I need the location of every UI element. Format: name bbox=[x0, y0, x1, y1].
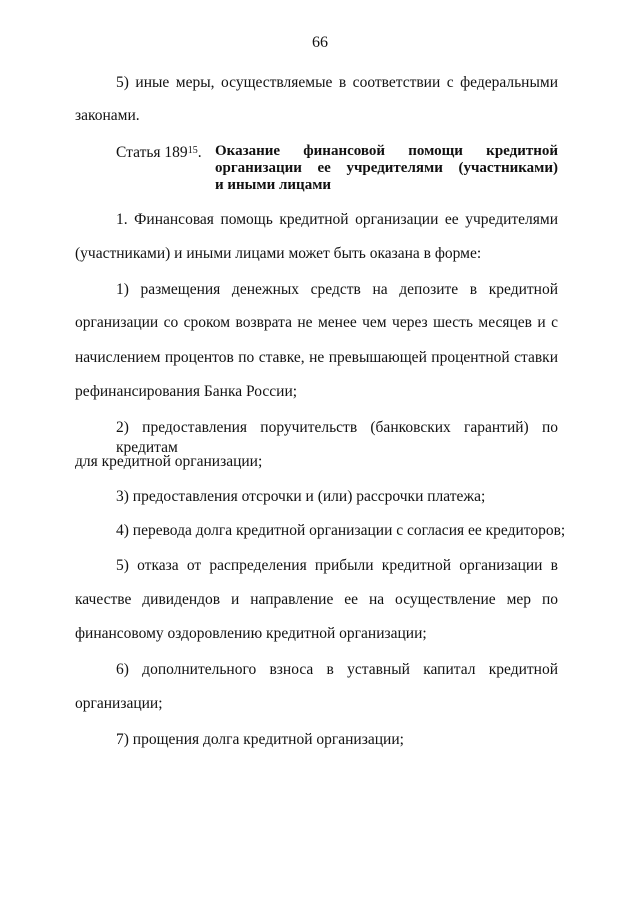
article-title bbox=[215, 143, 558, 194]
item3-line-1: 3) предоставления отсрочки и (или) рассрочки платежа; bbox=[116, 488, 486, 505]
article-label bbox=[116, 143, 202, 163]
item6-line-2: организации; bbox=[75, 695, 163, 712]
item1-line-1: 1) размещения денежных средств на депозите в кредитной bbox=[116, 281, 558, 298]
item4-line-1: 4) перевода долга кредитной организации с согласия ее кредиторов; bbox=[116, 522, 566, 539]
page-number: 66 bbox=[312, 34, 328, 51]
article-title-line-3: и иными лицами bbox=[215, 177, 332, 193]
intro-line-2: законами. bbox=[75, 107, 140, 124]
item5-line-2: качестве дивидендов и направление ее на осуществление мер по bbox=[75, 591, 558, 608]
item2-line-2: для кредитной организации; bbox=[75, 453, 263, 470]
item1-line-3: начислением процентов по ставке, не превышающей процентной ставки bbox=[75, 349, 558, 366]
clause1-line-2: (участниками) и иными лицами может быть оказана в форме: bbox=[75, 245, 482, 262]
article-title-line-2: организации ее учредителями (участниками) bbox=[215, 160, 558, 176]
item1-line-4: рефинансирования Банка России; bbox=[75, 383, 298, 400]
article-label-suffix: . bbox=[197, 144, 202, 161]
item6-line-1: 6) дополнительного взноса в уставный капитал кредитной bbox=[116, 661, 558, 678]
item5-line-1: 5) отказа от распределения прибыли кредитной организации в bbox=[116, 557, 558, 574]
article-label-text: Статья 189 bbox=[116, 144, 188, 161]
clause1-line-1: 1. Финансовая помощь кредитной организации ее учредителями bbox=[116, 211, 558, 228]
article-label-superscript: 15 bbox=[187, 145, 198, 156]
article-title-line-1: Оказание финансовой помощи кредитной bbox=[215, 143, 558, 159]
item7-line-1: 7) прощения долга кредитной организации; bbox=[116, 731, 404, 748]
item5-line-3: финансовому оздоровлению кредитной организации; bbox=[75, 625, 427, 642]
intro-line-1: 5) иные меры, осуществляемые в соответствии с федеральными bbox=[116, 74, 558, 91]
item1-line-2: организации со сроком возврата не менее чем через шесть месяцев и с bbox=[75, 314, 558, 331]
item2-line-1: 2) предоставления поручительств (банковских гарантий) по кредитам bbox=[116, 419, 558, 456]
